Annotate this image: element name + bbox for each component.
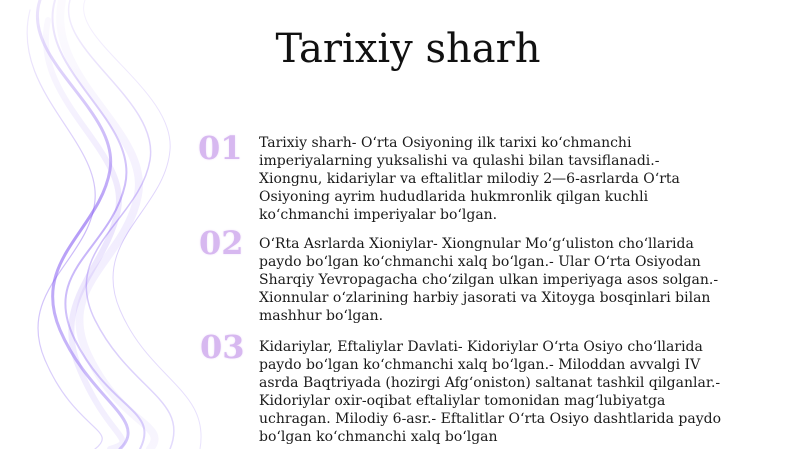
- item-number-3: 03: [200, 328, 245, 366]
- item-text-2: O‘Rta Asrlarda Xioniylar- Xiongnular Mo‘g‘uliston cho‘llarida paydo bo‘lgan ko‘chmanchi xalq bo‘lgan.- Ular O‘rta Osiyodan Sharqiy Yevropagacha cho‘zilgan ulkan imperiyaga asos solgan.- Xionnular o‘zlarining harbiy jasorati va Xitoyga bosqinlari bilan mashhur bo‘lgan.: [259, 236, 719, 324]
- item-number-1: 01: [198, 129, 243, 167]
- item-number-2: 02: [199, 224, 244, 262]
- slide-title: Tarixiy sharh: [275, 26, 541, 72]
- item-text-1: Tarixiy sharh- O‘rta Osiyoning ilk tarixi ko‘chmanchi imperiyalarning yuksalishi va qulashi bilan tavsiflanadi.- Xiongnu, kidariylar va eftalitlar milodiy 2—6-asrlarda O‘rta Osiyoning ayrim hududlarida hukmronlik qilgan kuchli ko‘chmanchi imperiyalar bo‘lgan.: [259, 135, 680, 223]
- item-text-3: Kidariylar, Eftaliylar Davlati- Kidoriylar O‘rta Osiyo cho‘llarida paydo bo‘lgan ko‘chmanchi xalq bo‘lgan.- Miloddan avvalgi IV asrda Baqtriyada (hozirgi Afg‘oniston) saltanat tashkil qilganlar.- Kidoriylar oxir-oqibat eftaliylar tomonidan mag‘lubiyatga uchragan. Milodiy 6-asr.- Eftalitlar O‘rta Osiyo dashtlarida paydo bo‘lgan ko‘chmanchi xalq bo‘lgan: [259, 339, 721, 445]
